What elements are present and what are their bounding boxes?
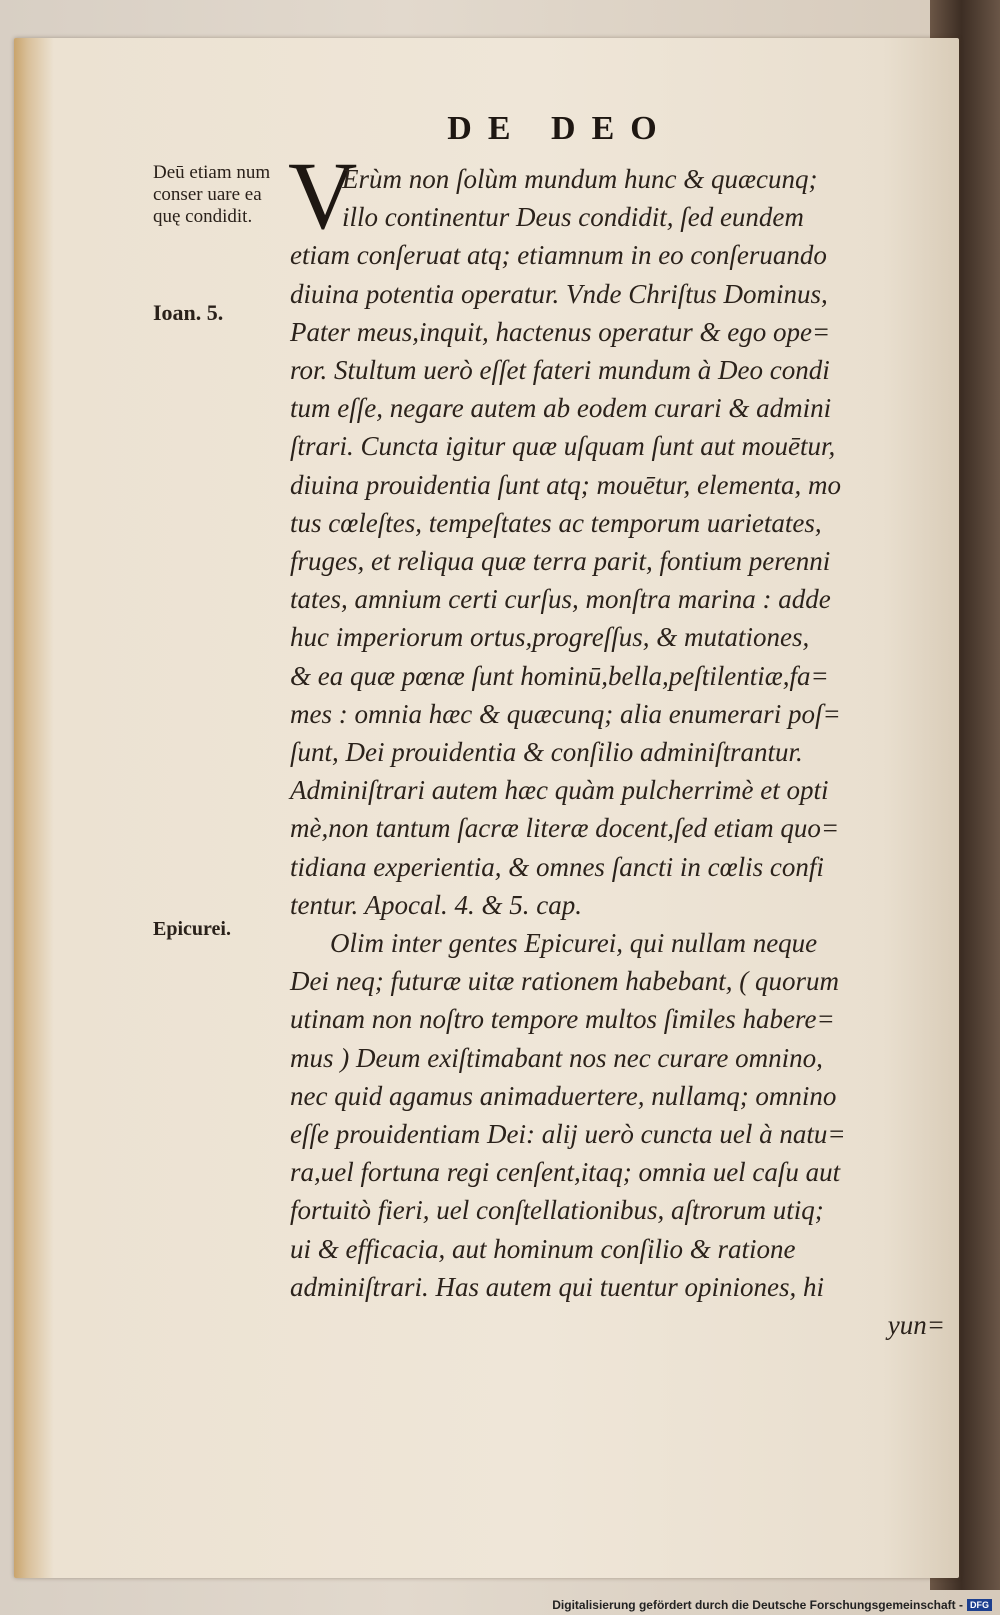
text-line: adminiſtrari. Has autem qui tuentur opiniones, hi — [290, 1271, 825, 1302]
text-line: Adminiſtrari autem hæc quàm pulcherrimè et opti — [290, 775, 829, 806]
text-line: diuina potentia operatur. Vnde Chriſtus Dominus, — [290, 278, 828, 309]
text-line: mè,non tantum ſacræ literæ docent,ſed etiam quo= — [290, 813, 840, 844]
text-line: tentur. Apocal. 4. & 5. cap. — [290, 889, 582, 920]
text-line: utinam non noſtro tempore multos ſimiles habere= — [290, 1004, 835, 1035]
text-line: mus ) Deum exiſtimabant nos nec curare omnino, — [290, 1042, 823, 1073]
text-line: ui & efficacia, aut hominum conſilio & ratione — [290, 1233, 796, 1264]
text-line: fruges, et reliqua quæ terra parit, fontium perenni — [290, 546, 831, 577]
text-line: ſtrari. Cuncta igitur quæ uſquam ſunt aut mouētur, — [290, 431, 836, 462]
text-line: tum eſſe, negare autem ab eodem curari & admini — [290, 393, 832, 424]
dfg-logo: DFG — [967, 1599, 992, 1611]
margin-note-ioan: Ioan. 5. — [153, 300, 224, 325]
text-line: Pater meus,inquit, hactenus operatur & ego ope= — [290, 316, 831, 347]
text-line: tus cœleſtes, tempeſtates ac temporum uarietates, — [290, 507, 822, 538]
running-header: DE DEO — [447, 110, 673, 147]
text-line: ſunt, Dei prouidentia & conſilio adminiſtrantur. — [290, 737, 803, 768]
catchword: yun= — [887, 1310, 945, 1341]
text-line: etiam conſeruat atq; etiamnum in eo conſeruando — [290, 240, 827, 271]
margin-note-epicurei: Epicurei. — [153, 918, 231, 940]
digitization-credit — [552, 1598, 992, 1612]
text-line: & ea quæ pœnæ ſunt hominū,bella,peſtilentiæ,fa= — [290, 660, 829, 691]
text-line: tidiana experientia, & omnes ſancti in cœlis confi — [290, 851, 824, 882]
text-line: Olim inter gentes Epicurei, qui nullam neque — [330, 928, 818, 959]
margin-note-deus: Deū etiam num conser uare ea quę condidit. — [153, 162, 271, 227]
text-line: mes : omnia hæc & quæcunq; alia enumerari poſ= — [290, 698, 841, 729]
text-line: nec quid agamus animaduertere, nullamq; omnino — [290, 1080, 837, 1111]
text-line: eſſe prouidentiam Dei: alij uerò cuncta uel à natu= — [290, 1119, 846, 1150]
text-line: huc imperiorum ortus,progreſſus, & mutationes, — [290, 622, 810, 653]
text-line: illo continentur Deus condidit, ſed eundem — [342, 202, 804, 233]
credit-text: Digitalisierung gefördert durch die Deutsche Forschungsgemeinschaft - — [552, 1598, 963, 1612]
text-line: ra,uel fortuna regi cenſent,itaq; omnia uel caſu aut — [290, 1157, 841, 1188]
text-line: Dei neq; futuræ uitæ rationem habebant, ( quorum — [290, 966, 839, 997]
text-line: ror. Stultum uerò eſſet fateri mundum à Deo condi — [290, 355, 830, 386]
text-line: fortuitò fieri, uel conſtellationibus, aſtrorum utiq; — [290, 1195, 824, 1226]
text-line: tates, amnium certi curſus, monſtra marina : adde — [290, 584, 831, 615]
drop-cap: V — [288, 142, 358, 249]
text-line: diuina prouidentia ſunt atq; mouētur, elementa, mo — [290, 469, 841, 500]
text-line: Erùm non ſolùm mundum hunc & quæcunq; — [342, 164, 818, 194]
body-text — [290, 160, 945, 1344]
